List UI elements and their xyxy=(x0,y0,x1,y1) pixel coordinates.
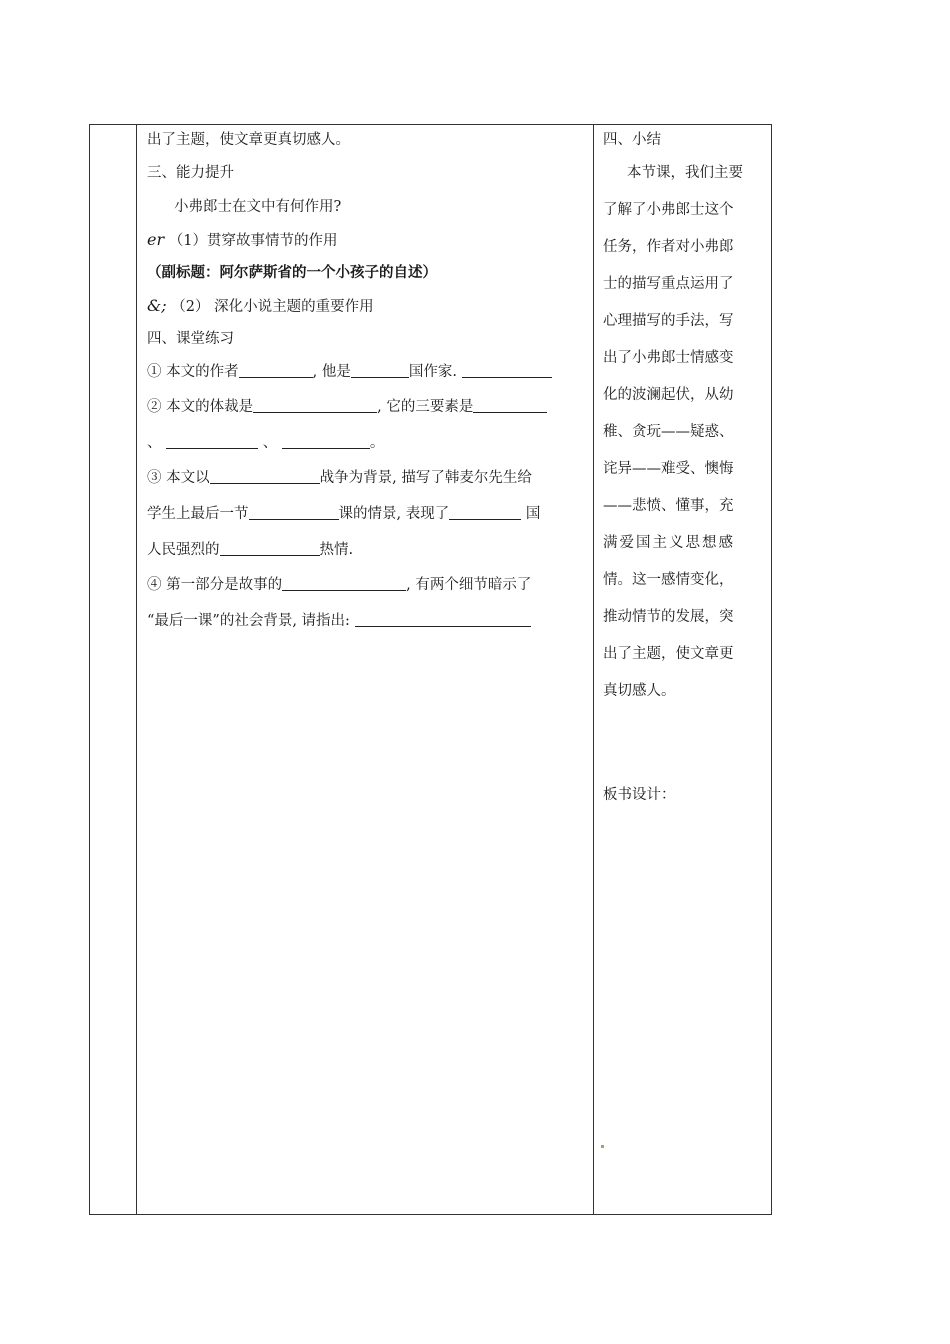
answer-blank[interactable] xyxy=(166,434,258,449)
exercise-text: ④ 第一部分是故事的 xyxy=(147,577,283,593)
exercise-4 xyxy=(147,575,531,595)
question-text: 小弗郎士在文中有何作用? xyxy=(174,199,342,215)
section-heading: 四、课堂练习 xyxy=(147,331,234,347)
exercise-4-cont xyxy=(147,611,531,631)
answer-blank[interactable] xyxy=(355,612,531,627)
answer-blank[interactable] xyxy=(210,469,320,484)
exercise-1 xyxy=(147,362,552,382)
summary-line: 出了主题，使文章更 xyxy=(603,646,734,662)
summary-line: 了解了小弗郎士这个 xyxy=(603,202,734,218)
stray-mark xyxy=(601,1145,604,1148)
summary-line: 情。这一感情变化， xyxy=(603,572,734,588)
answer-blank[interactable] xyxy=(473,398,547,413)
summary-line: 本节课，我们主要 xyxy=(627,165,743,181)
exercise-text: 课的情景, 表现了 xyxy=(338,506,450,522)
summary-heading: 四、小结 xyxy=(603,132,661,148)
lesson-table xyxy=(89,124,772,1215)
summary-line: 稚、贪玩——疑惑、 xyxy=(603,424,734,440)
summary-line: 满爱国主义思想感 xyxy=(603,535,735,551)
answer-blank[interactable] xyxy=(220,541,320,556)
answer-blank[interactable] xyxy=(239,363,313,378)
summary-line: 真切感人。 xyxy=(603,683,676,699)
exercise-text: , 它的三要素是 xyxy=(377,399,474,415)
exercise-text: 人民强烈的 xyxy=(147,542,220,558)
bullet-symbol-icon: er xyxy=(147,230,165,249)
exercise-2 xyxy=(147,397,547,417)
exercise-3 xyxy=(147,468,532,488)
exercise-text: , 有两个细节暗示了 xyxy=(406,577,532,593)
summary-line: 士的描写重点运用了 xyxy=(603,276,734,292)
answer-blank[interactable] xyxy=(351,363,409,378)
exercise-text: , 他是 xyxy=(312,364,351,380)
exercise-text: 国 xyxy=(525,506,541,522)
answer-blank[interactable] xyxy=(462,363,552,378)
answer-blank[interactable] xyxy=(282,434,370,449)
exercise-text: ③ 本文以 xyxy=(147,470,210,486)
summary-line: 心理描写的手法，写 xyxy=(603,313,734,329)
answer-blank[interactable] xyxy=(249,505,339,520)
point-1 xyxy=(147,230,337,251)
section-heading: 三、能力提升 xyxy=(147,165,234,181)
text-line: 出了主题，使文章更真切感人。 xyxy=(147,132,350,148)
summary-line: 诧异——难受、懊悔 xyxy=(603,461,734,477)
point-1-text: （1）贯穿故事情节的作用 xyxy=(168,233,338,249)
summary-line: 推动情节的发展，突 xyxy=(603,609,734,625)
exercise-text: 。 xyxy=(369,435,385,451)
exercise-text: 学生上最后一节 xyxy=(147,506,249,522)
exercise-3-cont xyxy=(147,504,540,524)
exercise-text: 、 xyxy=(262,435,278,451)
point-2-text: （2） 深化小说主题的重要作用 xyxy=(171,299,374,315)
exercise-text: 、 xyxy=(147,435,162,451)
summary-line: 任务，作者对小弗郎 xyxy=(603,239,734,255)
exercise-text: ① 本文的作者 xyxy=(147,364,239,380)
exercise-text: 战争为背景, 描写了韩麦尔先生给 xyxy=(319,470,532,486)
exercise-text: ② 本文的体裁是 xyxy=(147,399,254,415)
answer-blank[interactable] xyxy=(282,576,406,591)
column-divider-2 xyxy=(593,125,594,1214)
answer-blank[interactable] xyxy=(449,505,521,520)
exercise-text: 国作家. xyxy=(408,364,457,380)
exercise-3-cont2 xyxy=(147,540,353,560)
summary-line: ——悲愤、懂事，充 xyxy=(603,498,734,514)
column-divider-1 xyxy=(136,125,137,1214)
point-2 xyxy=(147,296,374,317)
exercise-text: 热情. xyxy=(319,542,354,558)
exercise-2-cont xyxy=(147,433,384,453)
summary-line: 化的波澜起伏，从幼 xyxy=(603,387,734,403)
bullet-symbol-icon: &; xyxy=(147,296,167,315)
subtitle-note: （副标题：阿尔萨斯省的一个小孩子的自述） xyxy=(147,264,437,281)
summary-line: 出了小弗郎士情感变 xyxy=(603,350,734,366)
board-design-label: 板书设计： xyxy=(603,787,676,803)
answer-blank[interactable] xyxy=(253,398,377,413)
exercise-text: “最后一课”的社会背景, 请指出: xyxy=(147,613,350,629)
